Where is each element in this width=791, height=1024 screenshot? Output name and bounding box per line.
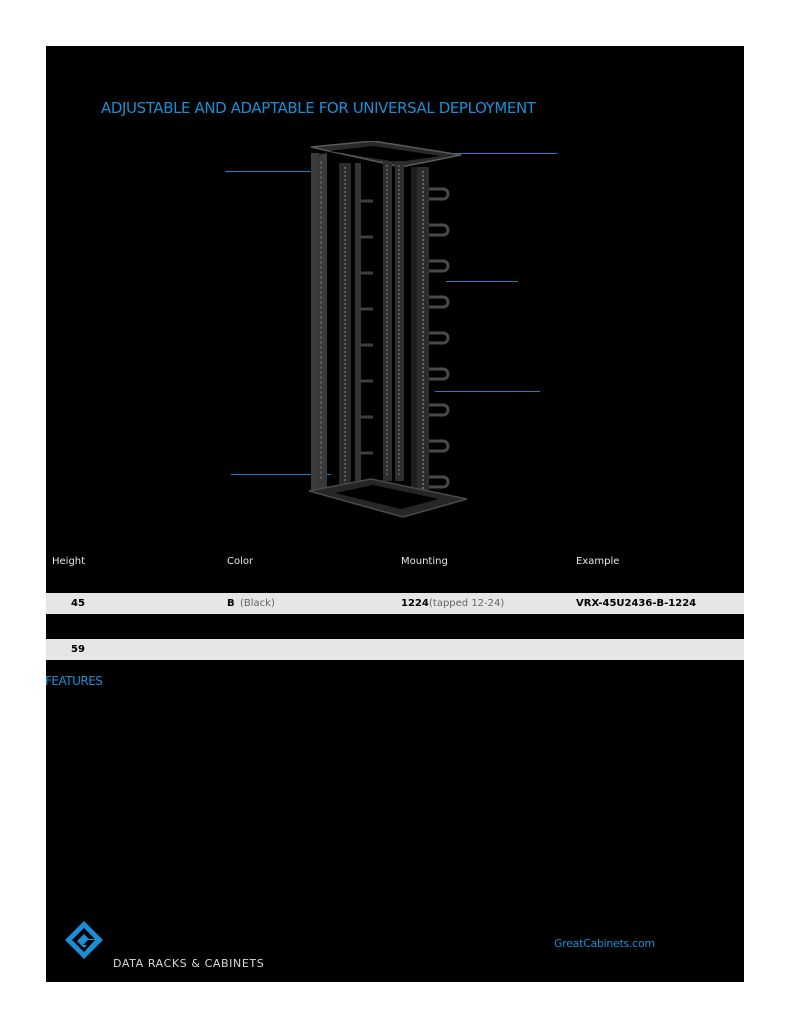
brand-logo-icon <box>64 920 104 960</box>
cell-example: VRX-45U2436-B-1224 <box>576 598 697 609</box>
rack-upright-left-b <box>355 163 361 493</box>
cell-color-name: (Black) <box>240 598 275 609</box>
cable-rings-right <box>429 189 448 487</box>
cell-mounting-code: 1224 <box>401 598 429 609</box>
cell-mounting-desc: (tapped 12-24) <box>429 598 505 609</box>
column-header-mounting: Mounting <box>401 556 448 567</box>
open-frame-rack-image <box>301 141 471 521</box>
cell-height: 59 <box>71 644 85 655</box>
cell-height: 45 <box>71 598 85 609</box>
section-heading: ADJUSTABLE AND ADAPTABLE FOR UNIVERSAL DEPLOYMENT <box>101 99 536 117</box>
spec-table-header <box>46 552 744 576</box>
brand-name: DATA RACKS & CABINETS <box>113 957 265 970</box>
website-link[interactable]: GreatCabinets.com <box>554 937 655 950</box>
column-header-color: Color <box>227 556 254 567</box>
features-heading: FEATURES <box>45 674 103 688</box>
table-row <box>46 639 744 660</box>
datasheet-page <box>46 46 744 982</box>
cable-rings-left <box>361 201 373 453</box>
table-row <box>46 593 744 614</box>
cell-color-code: B <box>227 598 235 609</box>
column-header-example: Example <box>576 556 620 567</box>
column-header-height: Height <box>52 556 86 567</box>
